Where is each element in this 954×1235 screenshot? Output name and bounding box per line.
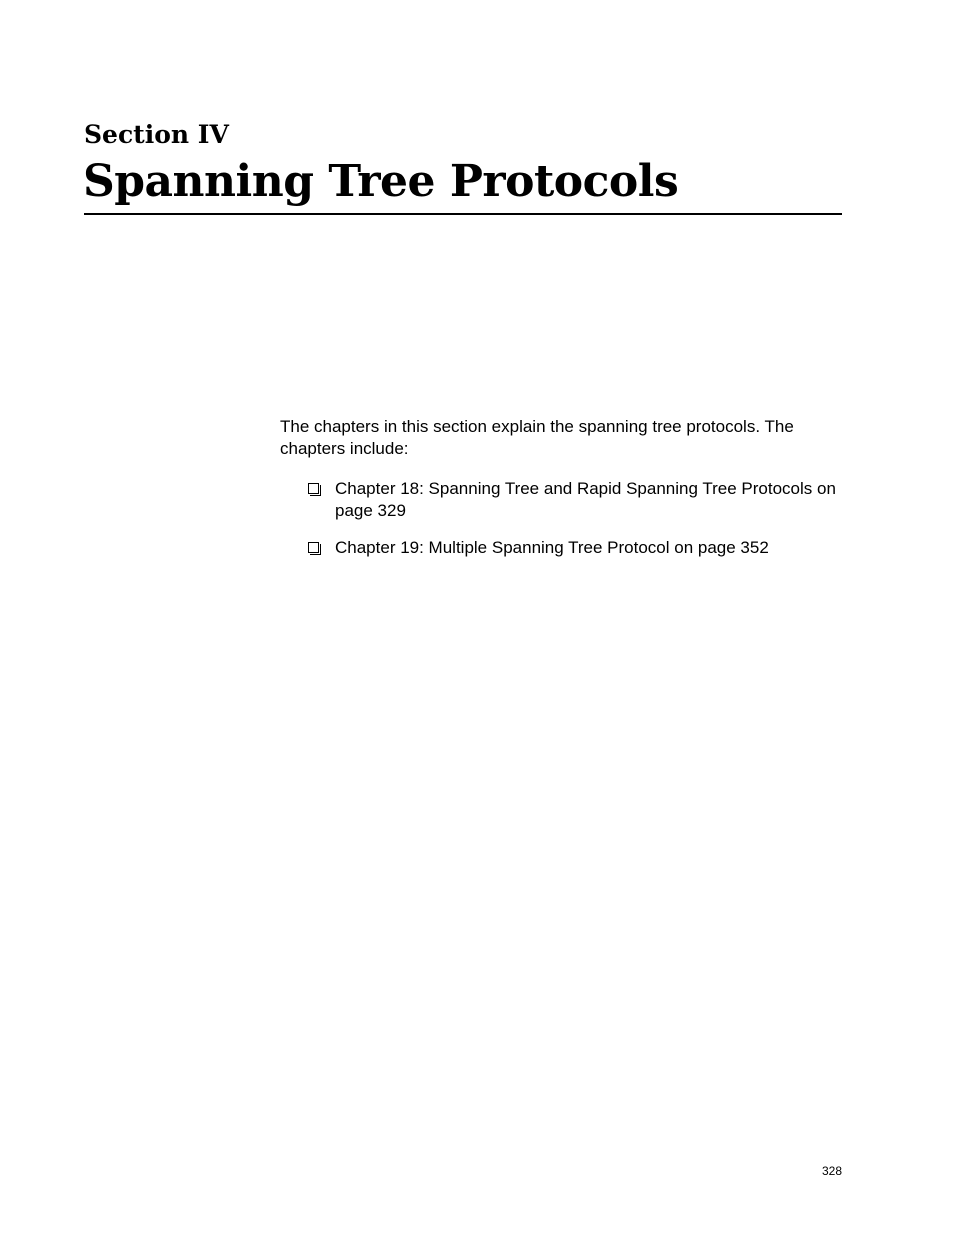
intro-paragraph: The chapters in this section explain the spanning tree protocols. The chapters include:: [280, 417, 794, 458]
list-item: [308, 478, 848, 522]
section-label: Section IV: [84, 120, 229, 149]
page-number: 328: [821, 1164, 842, 1178]
chapter-link-19[interactable]: Chapter 19: Multiple Spanning Tree Protocol on page 352: [335, 538, 769, 557]
title-divider: [84, 213, 842, 215]
checkbox-icon: [308, 542, 319, 553]
chapter-link-18[interactable]: Chapter 18: Spanning Tree and Rapid Spanning Tree Protocols on page 329: [335, 479, 836, 520]
checkbox-icon: [308, 483, 319, 494]
list-item: [308, 537, 848, 559]
chapter-list: [308, 478, 848, 574]
page-title: Spanning Tree Protocols: [83, 156, 679, 207]
